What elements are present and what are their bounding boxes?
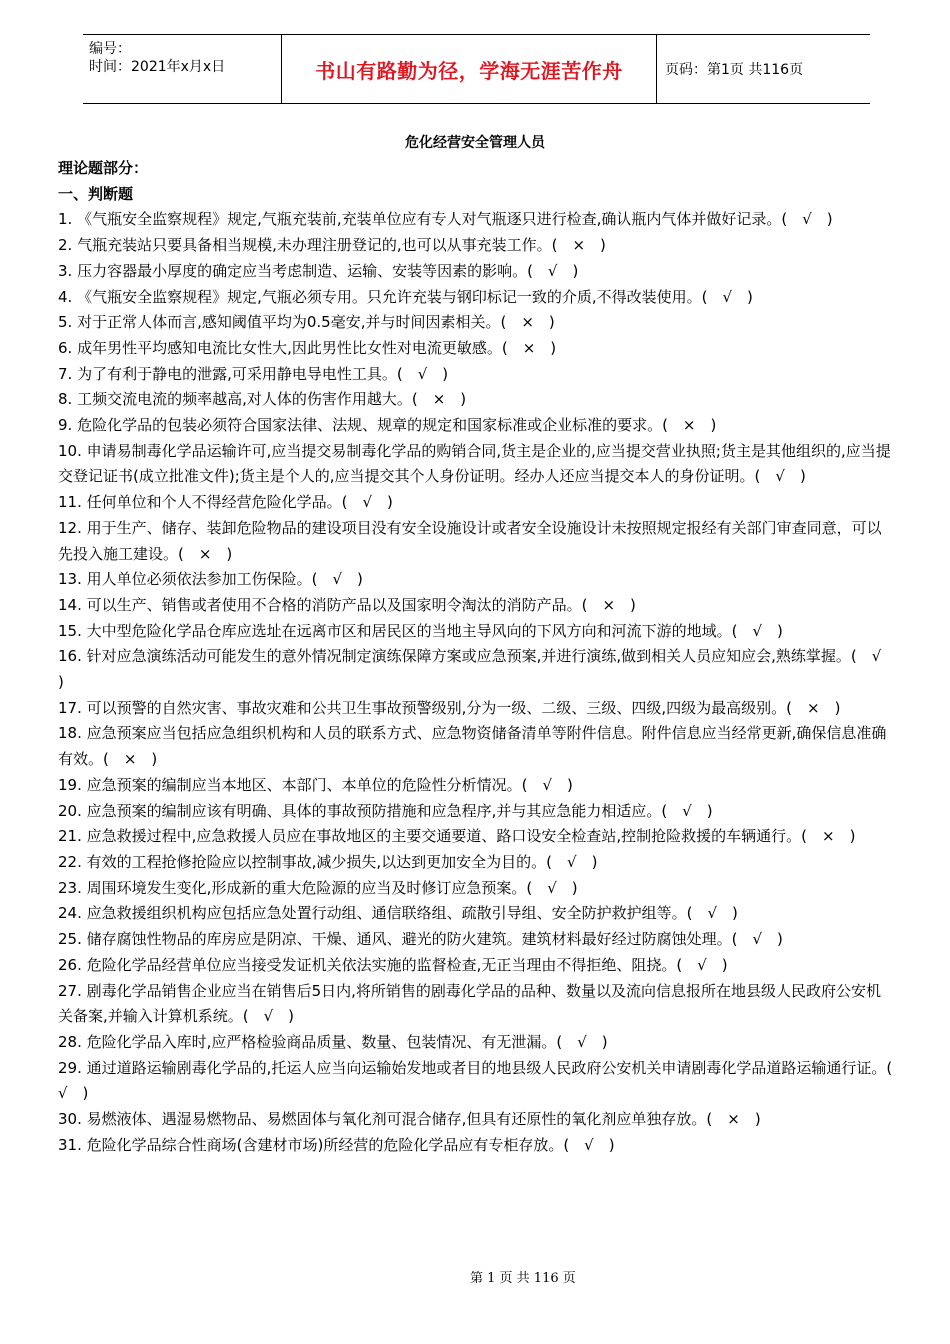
page-header [83, 34, 870, 104]
question-item: 29. 通过道路运输剧毒化学品的,托运人应当向运输始发地或者目的地县级人民政府公安机关申请剧毒化学品道路运输通行证。( √ ) [58, 1058, 908, 1103]
question-item: 25. 储存腐蚀性物品的库房应是阴凉、干燥、通风、避光的防火建筑。建筑材料最好经过防腐蚀处理。( √ ) [58, 930, 783, 949]
header-meta [83, 35, 281, 103]
question-item: 16. 针对应急演练活动可能发生的意外情况制定演练保障方案或应急预案,并进行演练,做到相关人员应知应会,熟练掌握。( √ ) [58, 647, 897, 692]
page-footer: 第 1 页 共 116 页 [470, 1271, 576, 1286]
question-item: 13. 用人单位必须依法参加工伤保险。( √ ) [58, 570, 363, 589]
question-item: 21. 应急救援过程中,应急救援人员应在事故地区的主要交通要道、路口设安全检查站,控制抢险救援的车辆通行。( × ) [58, 827, 856, 846]
question-item: 6. 成年男性平均感知电流比女性大,因此男性比女性对电流更敏感。( × ) [58, 338, 557, 357]
question-item: 31. 危险化学品综合性商场(含建材市场)所经营的危险化学品应有专柜存放。( √ ) [58, 1135, 615, 1154]
header-motto: 书山有路勤为径，学海无涯苦作舟 [281, 35, 657, 103]
question-item: 28. 危险化学品入库时,应严格检验商品质量、数量、包装情况、有无泄漏。( √ ) [58, 1032, 608, 1051]
question-item: 23. 周围环境发生变化,形成新的重大危险源的应当及时修订应急预案。( √ ) [58, 878, 578, 897]
question-item: 1. 《气瓶安全监察规程》规定,气瓶充装前,充装单位应有专人对气瓶逐只进行检查,确认瓶内气体并做好记录。( √ ) [58, 210, 833, 229]
document-title: 危化经营安全管理人员 [405, 135, 545, 151]
question-list [58, 207, 908, 1158]
question-item: 9. 危险化学品的包装必须符合国家法律、法规、规章的规定和国家标准或企业标准的要求。( × ) [58, 416, 717, 435]
question-item: 12. 用于生产、储存、装卸危险物品的建设项目没有安全设施设计或者安全设施设计未按照规定报经有关部门审查同意，可以先投入施工建设。( × ) [58, 518, 882, 563]
question-item: 2. 气瓶充装站只要具备相当规模,未办理注册登记的,也可以从事充装工作。( × ) [58, 236, 606, 255]
question-item: 22. 有效的工程抢修抢险应以控制事故,减少损失,以达到更加安全为目的。( √ ) [58, 852, 598, 871]
document-number: 编号： [89, 41, 131, 57]
question-item: 18. 应急预案应当包括应急组织机构和人员的联系方式、应急物资储备清单等附件信息。附件信息应当经常更新,确保信息准确有效。( × ) [58, 724, 887, 769]
question-item: 17. 可以预警的自然灾害、事故灾难和公共卫生事故预警级别,分为一级、二级、三级、四级,四级为最高级别。( × ) [58, 698, 841, 717]
section-judge-heading: 一、判断题 [58, 184, 134, 203]
question-item: 20. 应急预案的编制应该有明确、具体的事故预防措施和应急程序,并与其应急能力相适应。( √ ) [58, 801, 713, 820]
question-item: 30. 易燃液体、遇湿易燃物品、易燃固体与氧化剂可混合储存,但具有还原性的氧化剂应单独存放。( × ) [58, 1110, 761, 1129]
section-theory-heading: 理论题部分： [58, 159, 149, 177]
question-item: 26. 危险化学品经营单位应当接受发证机关依法实施的监督检查,无正当理由不得拒绝、阻挠。( √ ) [58, 955, 728, 974]
question-item: 10. 申请易制毒化学品运输许可,应当提交易制毒化学品的购销合同,货主是企业的,应当提交营业执照;货主是其他组织的,应当提交登记证书(成立批准文件);货主是个人的,应当提交其个人身份证明。经办人还应当提交本人的身份证明。( √ ) [58, 441, 891, 486]
question-item: 8. 工频交流电流的频率越高,对人体的伤害作用越大。( × ) [58, 390, 467, 409]
question-item: 11. 任何单位和个人不得经营危险化学品。( √ ) [58, 493, 393, 512]
question-item: 5. 对于正常人体而言,感知阈值平均为0.5毫安,并与时间因素相关。( × ) [58, 313, 555, 332]
question-item: 4. 《气瓶安全监察规程》规定,气瓶必须专用。只允许充装与钢印标记一致的介质,不得改装使用。( √ ) [58, 287, 753, 306]
document-body [58, 156, 908, 1158]
question-item: 24. 应急救援组织机构应包括应急处置行动组、通信联络组、疏散引导组、安全防护救护组等。( √ ) [58, 904, 738, 923]
document-time: 时间：2021年x月x日 [89, 59, 226, 75]
question-item: 7. 为了有利于静电的泄露,可采用静电导电性工具。( √ ) [58, 364, 449, 383]
question-item: 14. 可以生产、销售或者使用不合格的消防产品以及国家明令淘汰的消防产品。( × ) [58, 595, 636, 614]
question-item: 27. 剧毒化学品销售企业应当在销售后5日内,将所销售的剧毒化学品的品种、数量以及流向信息报所在地县级人民政府公安机关备案,并输入计算机系统。( √ ) [58, 981, 881, 1026]
question-item: 3. 压力容器最小厚度的确定应当考虑制造、运输、安装等因素的影响。( √ ) [58, 261, 579, 280]
question-item: 15. 大中型危险化学品仓库应选址在远离市区和居民区的当地主导风向的下风方向和河流下游的地域。( √ ) [58, 621, 783, 640]
question-item: 19. 应急预案的编制应当本地区、本部门、本单位的危险性分析情况。( √ ) [58, 775, 573, 794]
header-page-number: 页码：第1页 共116页 [665, 62, 804, 78]
